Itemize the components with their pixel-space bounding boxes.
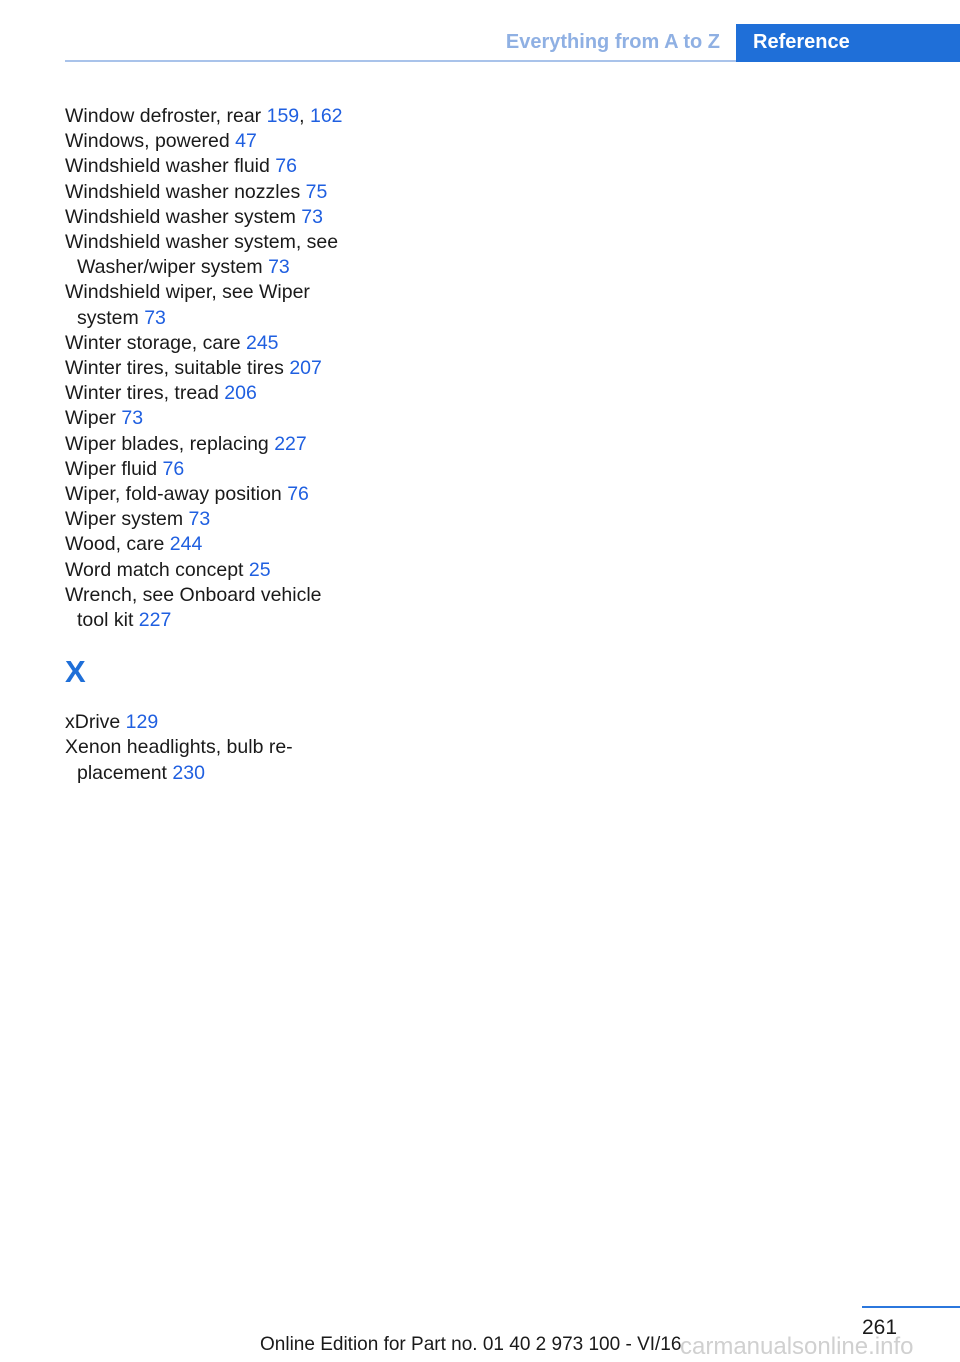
page-reference-link[interactable]: 230: [172, 761, 205, 784]
index-entries-w: [65, 104, 355, 633]
watermark: carmanualsonline.info: [680, 1333, 914, 1360]
index-entry-label: Winter storage, care: [65, 331, 246, 354]
page-reference-link[interactable]: 244: [169, 533, 203, 556]
index-entry: [65, 558, 355, 583]
index-entry: [65, 230, 355, 280]
index-entry: Window defroster, rear 159, 162: [65, 105, 343, 127]
index-entry: [65, 583, 355, 633]
index-entry-label: Windshield washer system, see Washer/wiper system: [65, 231, 339, 279]
section-letter-x: X: [65, 654, 86, 690]
page-reference-link[interactable]: 207: [289, 357, 322, 380]
page-reference-link[interactable]: 75: [305, 180, 328, 203]
index-entry-label: Window defroster, rear: [65, 105, 267, 127]
page-reference-link[interactable]: 73: [121, 407, 144, 430]
index-entry-label: Windshield washer fluid: [65, 155, 276, 178]
index-entry: [65, 457, 355, 482]
page-reference-link[interactable]: 76: [287, 483, 309, 506]
index-entry: [65, 331, 355, 356]
index-entries-x: [65, 710, 355, 786]
page-reference-link[interactable]: 245: [245, 331, 279, 354]
index-entry: [65, 532, 355, 557]
index-entry: [65, 381, 355, 406]
index-entry: [65, 205, 355, 230]
index-entry: [65, 280, 355, 330]
page-reference-link[interactable]: 73: [188, 508, 211, 531]
header-tab-reference: Reference: [736, 24, 960, 62]
index-column: [65, 104, 355, 786]
index-entry: [65, 356, 355, 381]
page-reference-link[interactable]: 227: [138, 609, 172, 632]
index-entry-label: Winter tires, suitable tires: [65, 357, 290, 380]
index-entry-label: Windows, powered: [65, 130, 236, 153]
index-entry-label: Wiper, fold-away position: [65, 483, 288, 506]
index-entry-label: Winter tires, tread: [65, 382, 225, 405]
page-reference-link[interactable]: 227: [274, 432, 307, 455]
page-reference-link[interactable]: 206: [224, 382, 257, 405]
index-entry-label: Wiper system: [65, 508, 189, 531]
index-entry: [65, 482, 355, 507]
index-entry: [65, 507, 355, 532]
page-reference-link[interactable]: 129: [125, 711, 159, 734]
page-reference-link[interactable]: 47: [235, 130, 257, 153]
index-entry-label: Windshield washer nozzles: [65, 180, 306, 203]
index-entry: [65, 406, 355, 431]
index-entry: [65, 154, 355, 179]
page-reference-link[interactable]: 73: [301, 205, 323, 228]
footer-rule: [862, 1306, 960, 1308]
header-section-title: Everything from A to Z: [505, 31, 720, 53]
page-number: 261: [862, 1316, 898, 1339]
index-entry-label: Wiper blades, replacing: [65, 432, 275, 455]
edition-note: Online Edition for Part no. 01 40 2 973 100 - VI/16: [260, 1334, 682, 1355]
index-entry-label: Wiper fluid: [65, 457, 163, 480]
index-entry: [65, 432, 355, 457]
index-entry-label: Word match concept: [65, 558, 249, 581]
index-entry-label: Wrench, see Onboard vehicle tool kit: [65, 583, 322, 632]
page-reference-link[interactable]: 76: [275, 155, 297, 178]
index-entry: [65, 735, 355, 785]
index-entry-label: Windshield washer system: [65, 205, 302, 228]
index-entry: [65, 710, 355, 735]
index-entry-label: Xenon headlights, bulb replacement: [65, 736, 293, 784]
page-reference-link[interactable]: 25: [248, 558, 271, 581]
page-reference-link[interactable]: 76: [162, 457, 185, 480]
index-entry-label: xDrive: [65, 711, 126, 734]
page-reference-link[interactable]: 73: [268, 256, 290, 279]
index-entry-label: Wood, care: [65, 533, 170, 556]
index-entry: [65, 180, 355, 205]
page-reference-link[interactable]: 162: [309, 105, 343, 127]
page-reference-link[interactable]: 73: [144, 306, 166, 329]
index-entry: [65, 129, 355, 154]
index-entry-label: Wiper: [65, 407, 122, 430]
index-entry-label: Windshield wiper, see Wiper system: [65, 281, 310, 329]
page-reference-link[interactable]: 159: [266, 105, 300, 127]
